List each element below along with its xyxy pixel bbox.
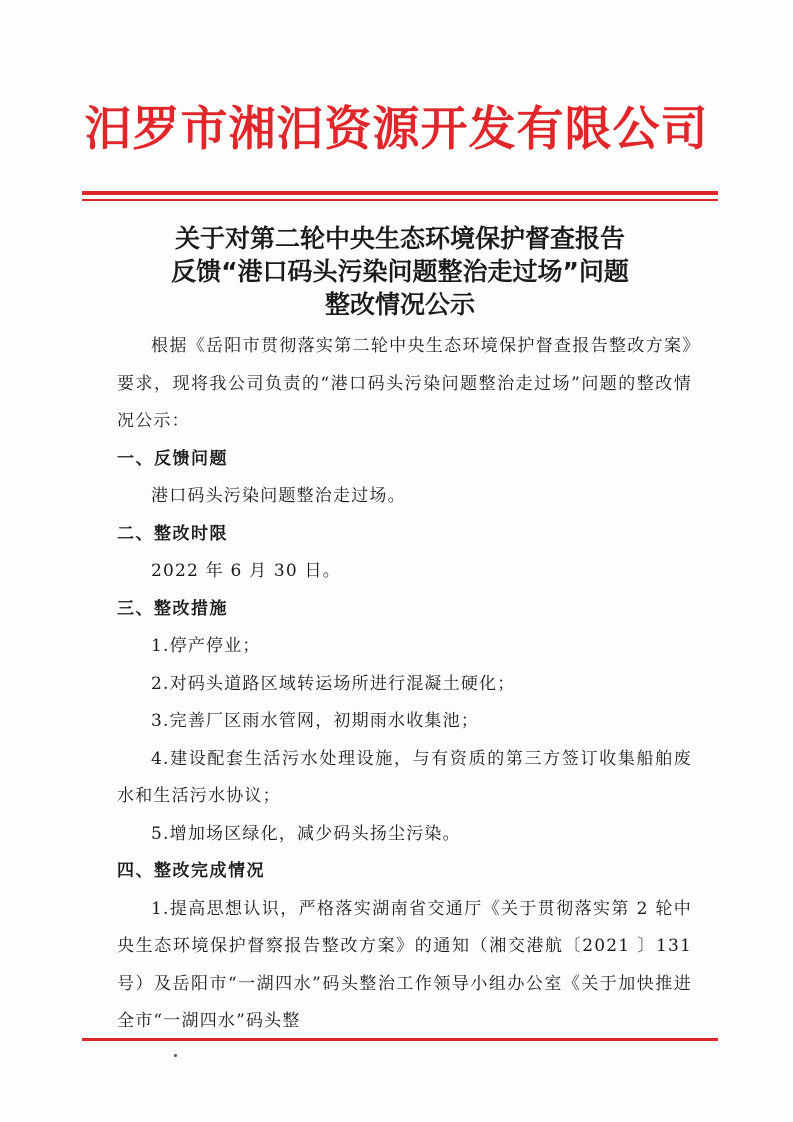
measure-item: 1.停产停业； [151,636,261,656]
intro-paragraph: 根据《岳阳市贯彻落实第二轮中央生态环境保护督查报告整改方案》要求，现将我公司负责的“港口码头污染问题整治走过场”问题的整改情况公示： [117,336,692,431]
letterhead-red-rule-thick [82,191,718,195]
section-heading-feedback: 一、反馈问题 [117,448,228,469]
scan-speck [174,1054,177,1057]
section-text-deadline: 2022 年 6 月 30 日。 [151,561,341,581]
section-heading-measures: 三、整改措施 [117,598,228,619]
measure-item: 4.建设配套生活污水处理设施，与有资质的第三方签订收集船舶废水和生活污水协议； [117,748,692,806]
footer-red-rule [82,1038,718,1041]
section-heading-completion: 四、整改完成情况 [117,861,265,881]
title-line-1: 关于对第二轮中央生态环境保护督查报告 [174,224,625,253]
section-text-completion: 1.提高思想认识，严格落实湖南省交通厅《关于贯彻落实第 2 轮中央生态环境保护督察报告整改方案》的通知（湘交港航〔2021 〕131 号）及岳阳市“一湖四水”码头整治工作领导小组办公室《关于加快推进全市“一湖四水”码头整 [117,898,692,1031]
document-title [80,222,720,321]
measure-item: 2.对码头道路区域转运场所进行混凝土硬化； [151,673,516,694]
measure-item: 3.完善厂区雨水管网，初期雨水收集池； [151,711,480,731]
section-heading-deadline: 二、整改时限 [117,523,228,544]
measure-item: 5.增加场区绿化，减少码头扬尘污染。 [151,823,461,844]
title-line-2: 反馈“港口码头污染问题整治走过场”问题 [171,257,629,286]
document-body [117,328,692,1041]
letterhead-red-rule-thin [82,199,718,201]
section-text-feedback: 港口码头污染问题整治走过场。 [151,486,406,506]
letterhead-company-name: 汨罗市湘汨资源开发有限公司 [84,102,709,157]
title-line-3: 整改情况公示 [324,290,475,319]
